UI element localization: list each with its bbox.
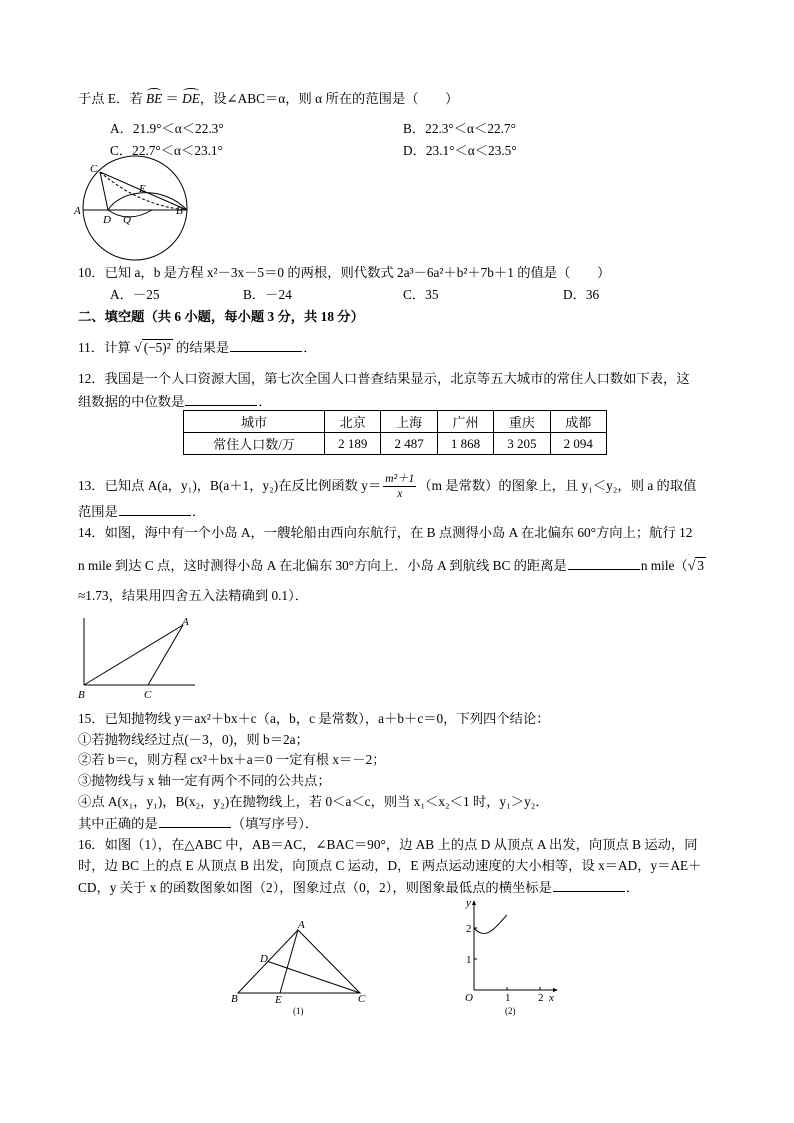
y-axis-label: y (466, 897, 471, 909)
label-a: A (182, 616, 189, 628)
q16-graph-figure (455, 895, 565, 1020)
table-cell-city: 北京 (325, 411, 381, 433)
table-header-city: 城市 (184, 411, 325, 433)
sqrt-expression (688, 557, 706, 576)
label-e: E (275, 994, 282, 1006)
label-b: B (231, 993, 238, 1005)
table-cell-value: 1 868 (437, 433, 493, 455)
q9-equals: ＝ (162, 91, 183, 106)
answer-blank (119, 502, 191, 516)
fraction-denominator: x (397, 488, 403, 501)
table-cell-value: 2 189 (325, 433, 381, 455)
table-cell-city: 上海 (381, 411, 437, 433)
q15-answer-suffix: （填写序号）． (231, 816, 319, 831)
q16-triangle-figure (225, 918, 375, 1018)
radicand: 3 (697, 558, 705, 573)
arc-de: DE (182, 91, 200, 106)
q16-end: ． (625, 880, 640, 895)
q10-option-b: B．－24 (243, 287, 292, 302)
q9-option-a: A．21.9°＜α＜22.3° (110, 121, 224, 136)
segment-ca (148, 625, 183, 685)
label-c: C (144, 689, 152, 701)
q9-stem-prefix: 于点 E．若 (78, 91, 146, 106)
q12-end: ． (258, 394, 272, 409)
table-cell-value: 2 487 (381, 433, 437, 455)
table-row-label: 常住人口数/万 (184, 433, 325, 455)
table-header-row (184, 411, 607, 433)
triangle-abc (238, 930, 360, 993)
q10-option-c: C．35 (403, 287, 439, 302)
label-a: A (74, 205, 81, 217)
q11-stem (78, 338, 317, 358)
label-e: E (139, 183, 146, 195)
q12-line2-prefix: 组数据的中位数是 (78, 394, 185, 409)
q15-stem: 15．已知抛物线 y＝ax²＋bx＋c（a，b，c 是常数），a＋b＋c＝0，下列四个结论： (78, 711, 550, 726)
q9-option-b: B．22.3°＜α＜22.7° (403, 121, 516, 136)
x-tick-label: 2 (538, 992, 544, 1004)
label-d: D (260, 953, 268, 965)
label-c: C (90, 163, 98, 175)
x-tick-label: 1 (505, 992, 511, 1004)
q13-end: ． (191, 504, 206, 519)
q9-stem (78, 90, 458, 108)
q11-prefix: 11．计算 (78, 340, 135, 355)
q15-answer-line (78, 814, 318, 833)
sqrt-expression (134, 339, 173, 358)
label-b: B (78, 689, 85, 701)
arc-be: BE (145, 91, 163, 106)
label-c: C (358, 993, 366, 1005)
q11-suffix: 的结果是 (172, 340, 230, 355)
y-tick-label: 2 (466, 923, 472, 935)
q14-figure (70, 610, 210, 705)
radicand: (−5)² (143, 340, 171, 355)
x-axis-label: x (549, 992, 554, 1004)
q9-option-c: C．22.7°＜α＜23.1° (110, 143, 223, 158)
q16-line2: 时，边 BC 上的点 E 从顶点 B 出发，向顶点 C 运动，D，E 两点运动速度的大小相等，设 x＝AD，y＝AE＋ (78, 858, 702, 873)
q14-line2-prefix: n mile 到达 C 点，这时测得小岛 A 在北偏东 30°方向上．小岛 A 到航线 BC 的距离是 (78, 558, 567, 573)
q9-circle-figure (70, 150, 205, 265)
fraction (383, 472, 416, 501)
population-table (183, 410, 607, 455)
answer-blank (230, 338, 302, 352)
answer-blank (553, 878, 625, 892)
q9-option-d: D．23.1°＜α＜23.5° (403, 143, 517, 158)
q12-line1: 12．我国是一个人口资源大国，第七次全国人口普查结果显示，北京等五大城市的常住人口数如下表，这 (78, 371, 690, 386)
table-cell-city: 成都 (550, 411, 606, 433)
q13-line2 (78, 502, 205, 521)
y-tick-label: 1 (466, 954, 472, 966)
q10-option-d: D．36 (563, 287, 600, 302)
y-axis-arrow (472, 900, 476, 905)
q16-line1: 16．如图（1），在△ABC 中，AB＝AC，∠BAC＝90°，边 AB 上的点 D 从顶点 A 出发，向顶点 B 运动，同 (78, 837, 698, 852)
q12-line2 (78, 392, 272, 411)
q15-item: ④点 A(x₁，y₁)，B(x₂，y₂)在抛物线上，若 0＜a＜c，则当 x₁＜x₂＜1 时，y₁＞y₂． (78, 794, 549, 809)
table-cell-value: 2 094 (550, 433, 606, 455)
q15-answer-prefix: 其中正确的是 (78, 816, 158, 831)
q9-stem-suffix: ，设∠ABC＝α，则 α 所在的范围是（ ） (199, 91, 459, 106)
q10-option-a: A．－25 (110, 287, 160, 302)
q15-item: ③抛物线与 x 轴一定有两个不同的公共点； (78, 773, 331, 788)
q14-line2 (78, 556, 706, 576)
q11-end: ． (303, 340, 317, 355)
q14-unit: n mile（ (640, 558, 688, 573)
label-q: Q (123, 214, 131, 226)
fraction-numerator: m²＋1 (385, 473, 415, 486)
q13-suffix: （m 是常数）的图象上，且 y₁＜y₂，则 a 的取值 (418, 478, 697, 493)
segment-cd (100, 172, 108, 210)
table-row (184, 433, 607, 455)
q15-item: ①若抛物线经过点(－3，0)，则 b＝2a； (78, 732, 309, 747)
table-cell-value: 3 205 (494, 433, 550, 455)
answer-blank (185, 392, 257, 406)
section-heading: 二、填空题（共 6 小题，每小题 3 分，共 18 分） (78, 309, 364, 324)
q10-stem: 10．已知 a，b 是方程 x²－3x－5＝0 的两根，则代数式 2a³－6a²＋b²＋7b＋1 的值是（ ） (78, 265, 611, 280)
figure-caption: (1) (293, 1006, 304, 1016)
table-cell-city: 重庆 (494, 411, 550, 433)
q16-line3-prefix: CD，y 关于 x 的函数图象如图（2），图象过点（0，2），则图象最低点的横坐标是 (78, 880, 552, 895)
answer-blank (159, 814, 231, 828)
radical-sign: √ (134, 341, 142, 356)
label-b: B (176, 205, 183, 217)
radical-sign: √ (687, 559, 696, 574)
segment-ba (84, 625, 183, 685)
q13-line1 (78, 470, 696, 502)
table-cell-city: 广州 (437, 411, 493, 433)
q13-line2-prefix: 范围是 (78, 504, 118, 519)
origin-label: O (465, 992, 473, 1004)
q15-item: ②若 b＝c，则方程 cx²＋bx＋a＝0 一定有根 x＝－2； (78, 752, 386, 767)
function-curve (474, 915, 507, 933)
label-a: A (298, 919, 305, 931)
answer-blank (568, 556, 640, 570)
q13-prefix: 13．已知点 A(a，y₁)，B(a＋1，y₂)在反比例函数 y＝ (78, 478, 382, 493)
label-d: D (103, 214, 111, 226)
figure-caption: (2) (505, 1006, 516, 1016)
q14-line1: 14．如图，海中有一个小岛 A，一艘轮船由西向东航行，在 B 点测得小岛 A 在北偏东 60°方向上；航行 12 (78, 525, 693, 540)
q14-line3: ≈1.73，结果用四舍五入法精确到 0.1）． (78, 588, 309, 603)
